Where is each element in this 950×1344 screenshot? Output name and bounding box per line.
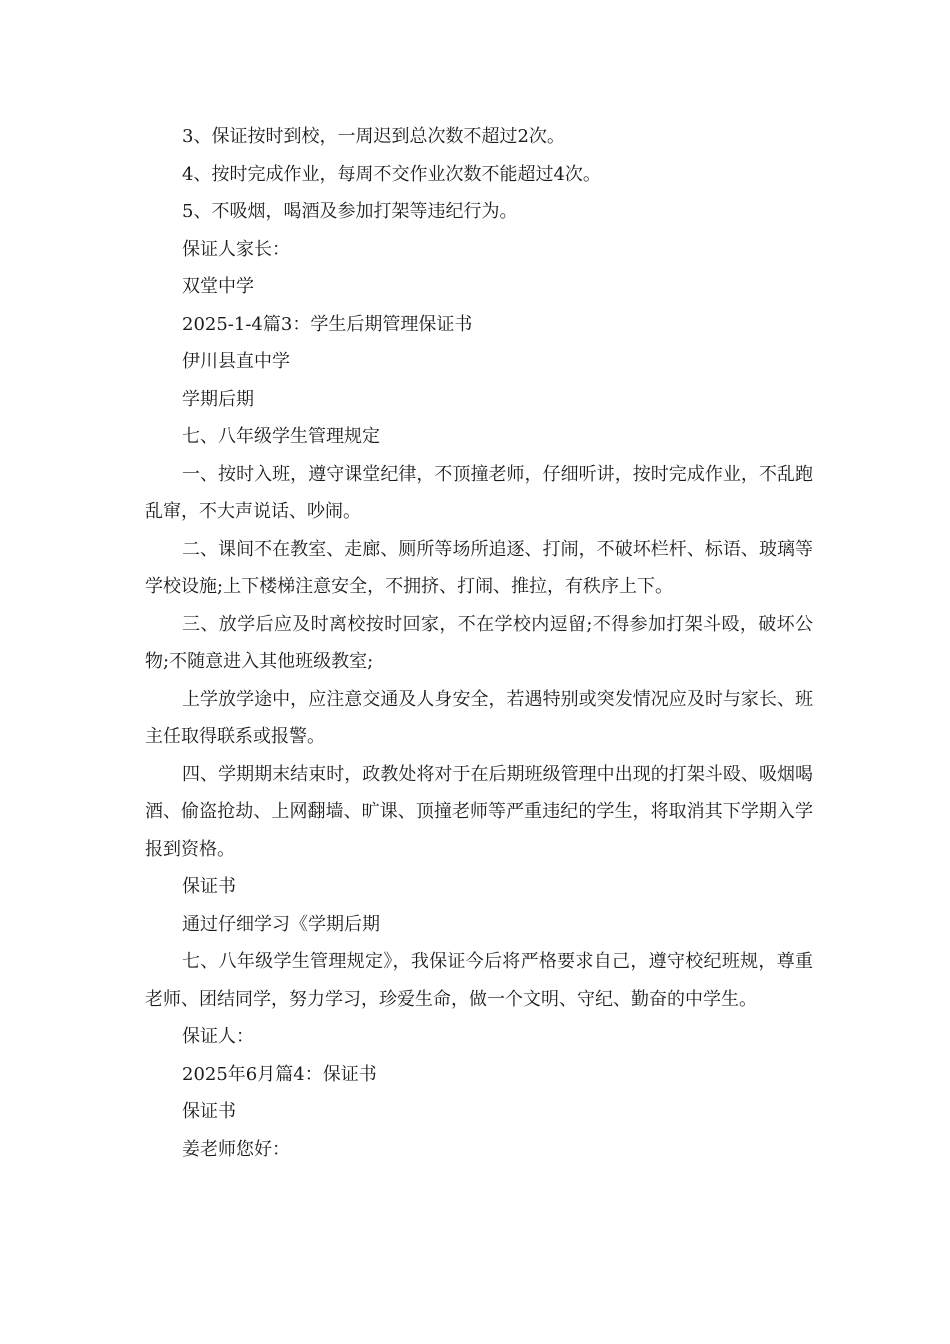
paragraph-greeting: 姜老师您好： bbox=[182, 1138, 290, 1160]
paragraph-rule-two: 二、课间不在教室、走廊、厕所等场所追逐、打闹，不破坏栏杆、标语、玻璃等学校设施;上下楼梯注意安全，不拥挤、打闹、推拉，有秩序上下。 bbox=[145, 538, 813, 597]
paragraph-section-4-heading: 2025年6月篇4：保证书 bbox=[182, 1063, 377, 1085]
paragraph-rule-four: 四、学期期末结束时，政教处将对于在后期班级管理中出现的打架斗殴、吸烟喝酒、偷盗抢劫、上网翻墙、旷课、顶撞老师等严重违纪的学生，将取消其下学期入学报到资格。 bbox=[145, 763, 813, 860]
paragraph-commute-safety: 上学放学途中，应注意交通及人身安全，若遇特别或突发情况应及时与家长、班主任取得联系或报警。 bbox=[145, 688, 813, 747]
paragraph-section-3-heading: 2025-1-4篇3：学生后期管理保证书 bbox=[182, 313, 473, 335]
paragraph-school-name: 双堂中学 bbox=[182, 276, 254, 297]
paragraph-rule-three: 三、放学后应及时离校按时回家，不在学校内逗留;不得参加打架斗殴，破坏公物;不随意进入其他班级教室; bbox=[145, 613, 813, 672]
paragraph-rule-4: 4、按时完成作业，每周不交作业次数不能超过4次。 bbox=[182, 163, 601, 185]
paragraph-school-name-2: 伊川县直中学 bbox=[182, 351, 290, 372]
paragraph-guarantor-parent: 保证人家长： bbox=[182, 238, 290, 260]
paragraph-guarantor: 保证人： bbox=[182, 1026, 254, 1047]
paragraph-rule-3: 3、保证按时到校，一周迟到总次数不超过2次。 bbox=[182, 126, 565, 147]
paragraph-pledge-title: 保证书 bbox=[182, 876, 236, 897]
paragraph-rule-5: 5、不吸烟，喝酒及参加打架等违纪行为。 bbox=[182, 201, 518, 222]
paragraph-regulation-title: 七、八年级学生管理规定 bbox=[182, 426, 380, 447]
paragraph-pledge-intro: 通过仔细学习《学期后期 bbox=[182, 913, 380, 935]
paragraph-pledge-body: 七、八年级学生管理规定》，我保证今后将严格要求自己，遵守校纪班规，尊重老师、团结同学，努力学习，珍爱生命，做一个文明、守纪、勤奋的中学生。 bbox=[145, 951, 813, 1010]
document-body bbox=[145, 118, 813, 1168]
paragraph-pledge-title-2: 保证书 bbox=[182, 1101, 236, 1122]
paragraph-term-late: 学期后期 bbox=[182, 388, 254, 410]
paragraph-rule-one: 一、按时入班，遵守课堂纪律，不顶撞老师，仔细听讲，按时完成作业，不乱跑乱窜，不大声说话、吵闹。 bbox=[145, 463, 813, 522]
